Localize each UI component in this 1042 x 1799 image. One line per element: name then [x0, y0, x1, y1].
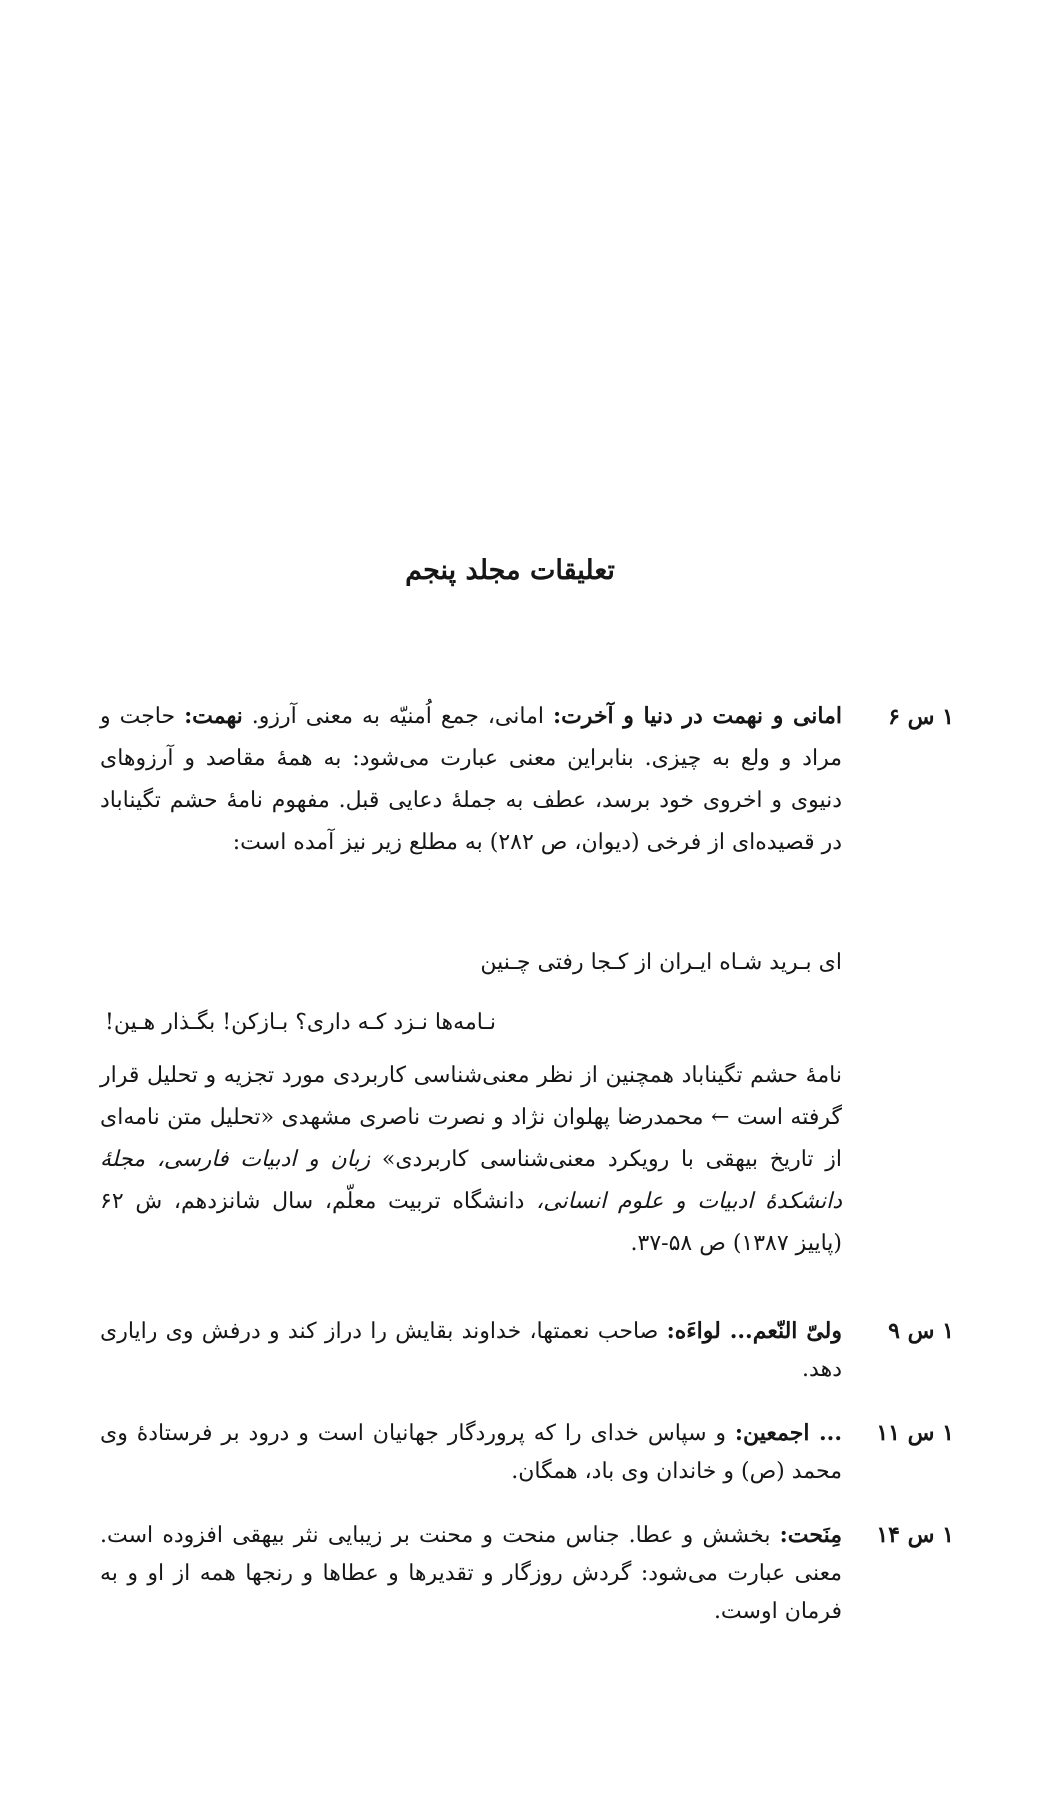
page-title: تعلیقات مجلد پنجم [405, 555, 615, 586]
note-ref-2: ۱ س ۹ [888, 1318, 954, 1344]
note-ref-4: ۱ س ۱۴ [876, 1522, 954, 1548]
note-4-text: بخشش و عطا. جناس منحت و محنت بر زیبایی نثر بیهقی افزوده است. معنی عبارت می‌شود: گردش روزگار و تقدیرها و عطاها و رنجها همه از او و به فرمان اوست. [100, 1523, 842, 1624]
note-1-part-2 [100, 1055, 842, 1265]
note-1-text-b: حاجت و مراد و ولع به چیزی. بنابراین معنی عبارت می‌شود: به همهٔ مقاصد و آرزوهای دنیوی و اخروی خود برسد، عطف به جملهٔ دعایی قبل. مفهوم نامهٔ حشم تگیناباد در قصیده‌ای از فرخی (دیوان، ص ۲۸۲) به مطلع زیر نیز آمده است: [100, 704, 842, 855]
note-4-headword: مِنَحت: [779, 1522, 842, 1548]
note-1-text-a: امانی، جمع اُمنیّه به معنی آرزو. [251, 704, 544, 729]
note-2 [100, 1312, 842, 1389]
verse-line-1: ای بـرید شـاه ایـران از کـجا رفتی چـنین [480, 950, 842, 975]
note-1-text-d: دانشگاه تربیت معلّم، سال شانزدهم، ش ۶۲ (پاییز ۱۳۸۷) ص ۵۸-۳۷. [100, 1189, 842, 1256]
note-1-text-c: نامهٔ حشم تگیناباد همچنین از نظر معنی‌شناسی کاربردی مورد تجزیه و تحلیل قرار گرفته است ← محمدرضا پهلوان نژاد و نصرت ناصری مشهدی «تحلیل متن نامه‌ای از تاریخ بیهقی با رویکرد معنی‌شناسی کاربردی» [100, 1063, 843, 1172]
verse-line-2: نـامه‌ها نـزد کـه داری؟ بـازکن! بگـذار هـین! [105, 1010, 496, 1035]
note-3-text: و سپاس خدای را که پروردگار جهانیان است و درود بر فرستادهٔ وی محمد (ص) و خاندان وی باد، همگان. [100, 1421, 842, 1484]
note-4 [100, 1516, 842, 1631]
note-1-headword-2: نهمت: [184, 703, 243, 729]
note-3 [100, 1414, 842, 1491]
note-ref-3: ۱ س ۱۱ [876, 1420, 954, 1446]
note-1-part-1 [100, 695, 842, 864]
note-2-headword: ولیّ النّعم... لواءَه: [666, 1318, 842, 1344]
note-1-journal: زبان و ادبیات فارسی، مجلهٔ دانشکدهٔ ادبیات و علوم انسانی، [100, 1147, 842, 1214]
note-ref-1: ۱ س ۶ [888, 704, 954, 730]
note-2-text: صاحب نعمتها، خداوند بقایش را دراز کند و درفش وی رایاری دهد. [100, 1319, 842, 1382]
note-3-headword: ... اجمعین: [734, 1420, 843, 1446]
note-1-headword: امانی و نهمت در دنیا و آخرت: [552, 703, 843, 729]
